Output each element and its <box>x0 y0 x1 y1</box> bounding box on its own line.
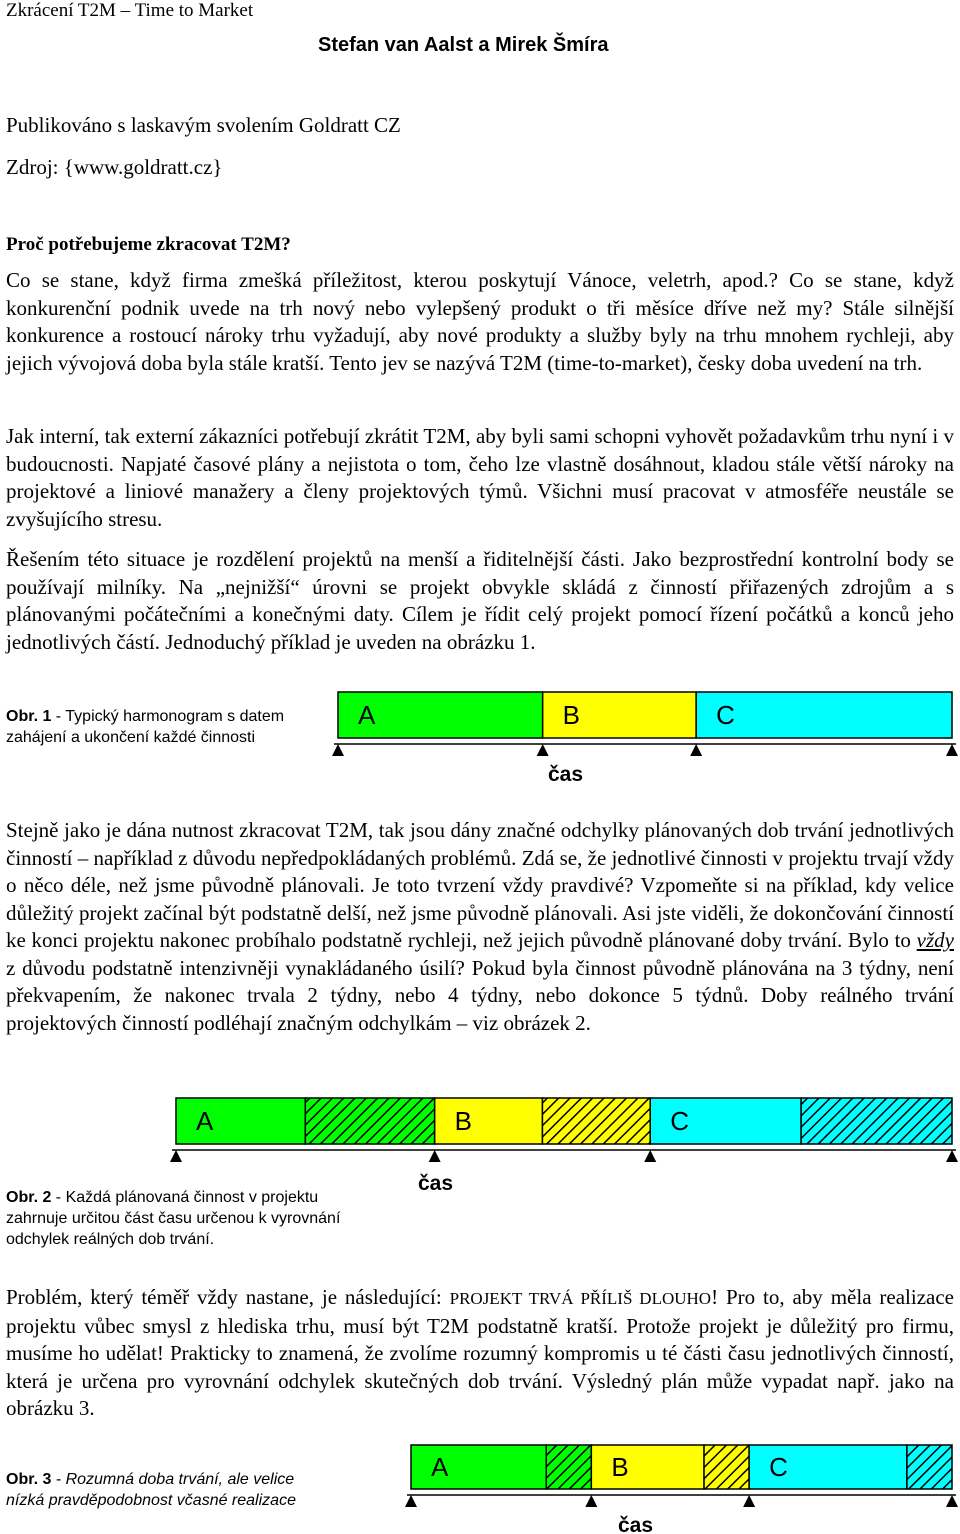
milestone-marker <box>585 1495 597 1507</box>
buffer-b <box>542 1098 650 1144</box>
paragraph-1: Co se stane, když firma zmešká příležitost, kterou poskytují Vánoce, veletrh, apod.? Co se stane, když konkurenční podnik uvede na trh nový nebo vylepšený produkt o tři měsíce dříve než my? Stále silnější konkurence a rostoucí nároky trhu vyžadují, aby nové produkty a služby byly na trhu mnohem rychleji, aby jejich vývojová doba byla stále kratší. Tento jev se nazývá T2M (time-to-market), česky doba uvedení na trh. <box>6 268 954 375</box>
milestone-marker <box>644 1150 656 1162</box>
milestone-marker <box>405 1495 417 1507</box>
paragraph-5-caps: PROJEKT TRVÁ PŘÍLIŠ DLOUHO <box>449 1289 712 1308</box>
document-title: Zkrácení T2M – Time to Market <box>6 0 254 21</box>
section-heading: Proč potřebujeme zkracovat T2M? <box>6 234 291 255</box>
buffer-c <box>801 1098 952 1144</box>
figure-1-caption-text: - Typický harmonogram s datem zahájení a ukončení každé činnosti <box>6 708 285 746</box>
paragraph-4-emphasis: vždy <box>916 928 954 952</box>
figure-1-label: Obr. 1 <box>6 708 52 725</box>
bar-label-b: B <box>562 700 581 730</box>
bar-label-c: C <box>716 700 735 730</box>
bar-label-a: A <box>358 700 376 730</box>
milestone-marker <box>946 744 958 756</box>
figure-3-label: Obr. 3 <box>6 1471 52 1488</box>
bar-b <box>435 1098 543 1144</box>
paragraph-4-text-a: Stejně jako je dána nutnost zkracovat T2M, tak jsou dány značné odchylky plánovaných dob trvání jednotlivých činností – například z důvodu nepředpokládaných problémů. Zdá se, že jednotlivé činnosti v projektu trvají vždy o něco déle, než jsme původně plánovali. Je toto tvrzení vždy pravdivé? Vzpomeňte si na příklad, kdy velice důležitý projekt začínal být podstatně delší, než jsme původně plánovali. Asi jste viděli, že dokončování činností ke konci projektu nakonec probíhalo podstatně rychleji, než jejich původně plánované doby trvání. Bylo to <box>6 818 954 952</box>
buffer-a <box>305 1098 434 1144</box>
paragraph-5 <box>6 1284 954 1423</box>
buffer-c <box>907 1445 952 1489</box>
bar-label-b: B <box>454 1106 473 1136</box>
milestone-marker <box>170 1150 182 1162</box>
milestone-marker <box>537 744 549 756</box>
source-note: Zdroj: {www.goldratt.cz} <box>6 155 223 179</box>
figure-2-caption-text: - Každá plánovaná činnost v projektu zahrnuje určitou část času určenou k vyrovnání odchylek reálných dob trvání. <box>6 1189 341 1248</box>
axis-label-cas: čas <box>548 763 584 786</box>
authors: Stefan van Aalst a Mirek Šmíra <box>318 34 609 56</box>
milestone-marker <box>690 744 702 756</box>
milestone-marker <box>429 1150 441 1162</box>
bar-label-c: C <box>670 1106 690 1136</box>
bar-label-a: A <box>196 1106 214 1136</box>
paragraph-2: Jak interní, tak externí zákazníci potřebují zkrátit T2M, aby byli sami schopni vyhovět požadavkům trhu nyní i v budoucnosti. Napjaté časové plány a nejistota o tom, čeho lze vlastně dosáhnout, kladou stále větší nároky na projektové a liniové manažery a členy projektových týmů. Všichni musí pracovat v atmosféře neustále se zvyšujícího stresu. <box>6 424 954 531</box>
milestone-marker <box>946 1150 958 1162</box>
axis-label-cas: čas <box>418 1172 454 1195</box>
figure-2-label: Obr. 2 <box>6 1189 52 1206</box>
buffer-b <box>704 1445 749 1489</box>
paragraph-4-text-b: z důvodu podstatně intenzivněji vynakládaného úsilí? Pokud byla činnost původně plánována na 3 týdny, není překvapením, že nakonec trvala 2 týdny, nebo 4 týdny, nebo dokonce 5 týdnů. Doby reálného trvání projektových činností podléhají značným odchylkám – viz obrázek 2. <box>6 955 954 1035</box>
paragraph-5-text-b: ! Pro to, aby měla realizace projektu vůbec smysl z hlediska trhu, musí být T2M podstatně kratší. Protože projekt je důležitý pro firmu, musíme ho udělat! Prakticky to znamená, že zvolíme rozumný kompromis u té části času jednotlivých činností, která je určena pro vyrovnání odchylek skutečných dob trvání. Výsledný plán může vypadat např. jako na obrázku 3. <box>6 1285 954 1420</box>
paragraph-4 <box>6 817 954 1037</box>
paragraph-3: Řešením této situace je rozdělení projektů na menší a řiditelnější části. Jako bezprostřední kontrolní body se používají milníky. Na „nejnižší“ úrovni se projekt obvykle skládá z činností přiřazených zdrojům a s plánovanými počátečními a konečnými daty. Cílem je řídit celý projekt pomocí řízení počátků a konců jeho jednotlivých částí. Jednoduchý příklad je uveden na obrázku 1. <box>6 547 954 654</box>
figure-1-gantt <box>0 680 960 790</box>
bar-label-b: B <box>611 1452 629 1482</box>
buffer-a <box>546 1445 591 1489</box>
milestone-marker <box>743 1495 755 1507</box>
bar-label-a: A <box>431 1452 449 1482</box>
figure-2-caption <box>6 1187 376 1250</box>
figure-3-gantt <box>0 1435 960 1534</box>
milestone-marker <box>946 1495 958 1507</box>
bar-b <box>591 1445 704 1489</box>
milestone-marker <box>332 744 344 756</box>
paragraph-5-text-a: Problém, který téměř vždy nastane, je následující: <box>6 1285 450 1309</box>
published-note: Publikováno s laskavým svolením Goldratt CZ <box>6 113 401 137</box>
bar-label-c: C <box>769 1452 788 1482</box>
figure-3-caption-text: - Rozumná doba trvání, ale velice nízká pravděpodobnost včasné realizace <box>6 1471 296 1509</box>
axis-label-cas: čas <box>618 1514 654 1534</box>
